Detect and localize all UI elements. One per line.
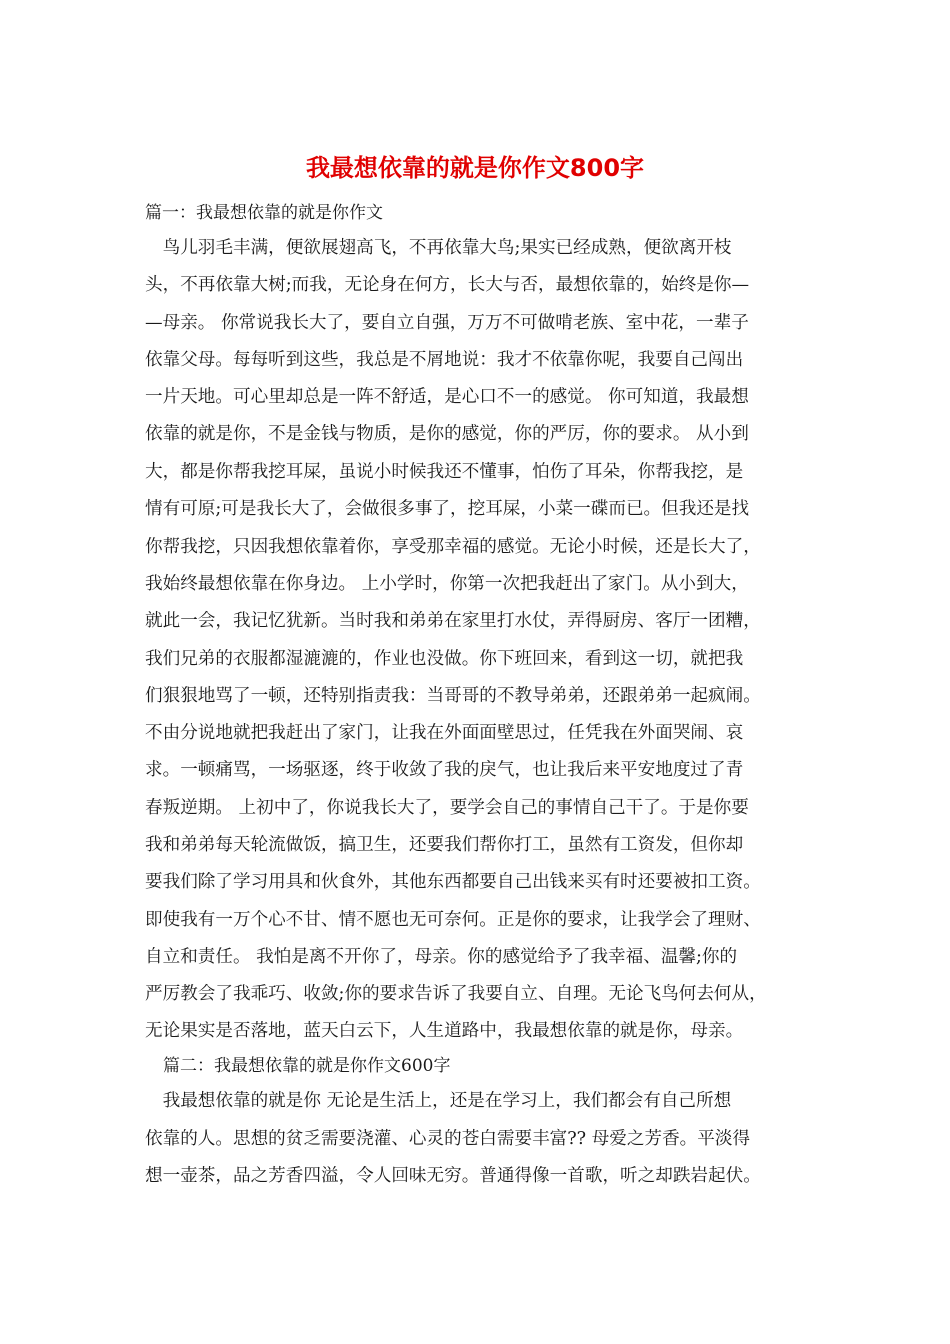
section-1-line: 依靠父母。每每听到这些，我总是不屑地说：我才不依靠你呢，我要自己闯出 — [145, 350, 744, 370]
section-1-line: 鸟儿羽毛丰满，便欲展翅高飞，不再依靠大鸟;果实已经成熟，便欲离开枝 — [145, 238, 732, 258]
section-1-line: 头，不再依靠大树;而我，无论身在何方，长大与否，最想依靠的，始终是你— — [145, 275, 750, 295]
section-1-line: 大，都是你帮我挖耳屎，虽说小时候我还不懂事，怕伤了耳朵，你帮我挖，是 — [145, 462, 744, 482]
section-1-line: 我们兄弟的衣服都湿漉漉的，作业也没做。你下班回来，看到这一切，就把我 — [145, 649, 744, 669]
section-1-line: 我始终最想依靠在你身边。 上小学时，你第一次把我赶出了家门。从小到大， — [145, 574, 749, 594]
section-1-line: 要我们除了学习用具和伙食外，其他东西都要自己出钱来买有时还要被扣工资。 — [145, 872, 761, 892]
section-1-line: 们狠狠地骂了一顿，还特别指责我：当哥哥的不教导弟弟，还跟弟弟一起疯闹。 — [145, 686, 761, 706]
section-1-line: 一片天地。可心里却总是一阵不舒适，是心口不一的感觉。 你可知道，我最想 — [145, 387, 749, 407]
section-2-heading: 篇二：我最想依靠的就是你作文600字 — [163, 1056, 451, 1076]
section-1-line: 严厉教会了我乖巧、收敛;你的要求告诉了我要自立、自理。无论飞鸟何去何从， — [145, 984, 767, 1004]
section-1-line: 依靠的就是你，不是金钱与物质，是你的感觉，你的严厉，你的要求。 从小到 — [145, 424, 749, 444]
section-1-line: 不由分说地就把我赶出了家门，让我在外面面壁思过，任凭我在外面哭闹、哀 — [145, 723, 744, 743]
section-2-line: 依靠的人。思想的贫乏需要浇灌、心灵的苍白需要丰富?? 母爱之芳香。平淡得 — [145, 1129, 751, 1149]
section-1-line: —母亲。 你常说我长大了，要自立自强，万万不可做啃老族、室中花，一辈子 — [145, 313, 749, 333]
section-1-line: 春叛逆期。 上初中了，你说我长大了，要学会自己的事情自己干了。于是你要 — [145, 798, 749, 818]
section-1-line: 即使我有一万个心不甘、情不愿也无可奈何。正是你的要求，让我学会了理财、 — [145, 910, 761, 930]
section-2-line: 我最想依靠的就是你 无论是生活上，还是在学习上，我们都会有自己所想 — [145, 1091, 732, 1111]
document-title: 我最想依靠的就是你作文800字 — [305, 154, 645, 182]
section-1-line: 自立和责任。 我怕是离不开你了，母亲。你的感觉给予了我幸福、温馨;你的 — [145, 947, 738, 967]
section-1-line: 我和弟弟每天轮流做饭，搞卫生，还要我们帮你打工，虽然有工资发，但你却 — [145, 835, 744, 855]
section-1-line: 求。一顿痛骂，一场驱逐，终于收敛了我的戾气，也让我后来平安地度过了青 — [145, 760, 744, 780]
section-2-line: 想一壶茶，品之芳香四溢，令人回味无穷。普通得像一首歌，听之却跌岩起伏。 — [145, 1166, 761, 1186]
section-1-line: 无论果实是否落地，蓝天白云下，人生道路中，我最想依靠的就是你，母亲。 — [145, 1021, 744, 1041]
section-1-line: 情有可原;可是我长大了，会做很多事了，挖耳屎，小菜一碟而已。但我还是找 — [145, 499, 750, 519]
section-1-line: 就此一会，我记忆犹新。当时我和弟弟在家里打水仗，弄得厨房、客厅一团糟， — [145, 611, 761, 631]
section-1-line: 你帮我挖，只因我想依靠着你，享受那幸福的感觉。无论小时候，还是长大了， — [145, 537, 761, 557]
section-1-heading: 篇一：我最想依靠的就是你作文 — [145, 203, 383, 223]
